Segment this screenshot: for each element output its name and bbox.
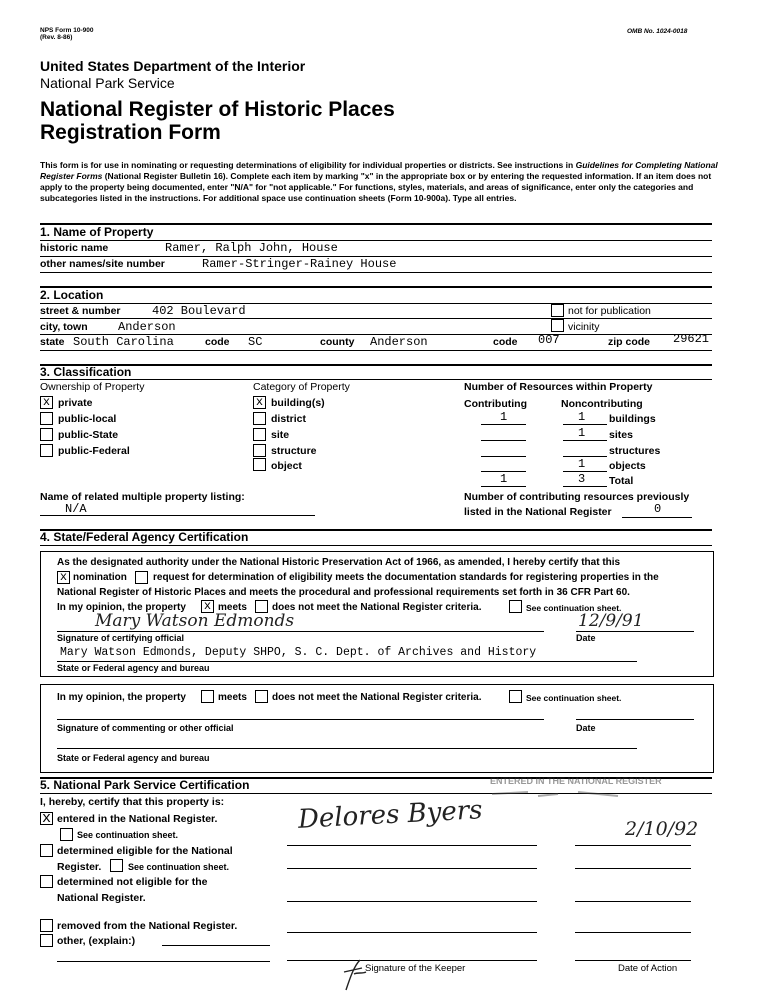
related-listing-value: N/A bbox=[65, 502, 87, 516]
rule bbox=[57, 719, 544, 720]
city-value: Anderson bbox=[118, 320, 176, 334]
ownership-public-federal-label: public-Federal bbox=[58, 445, 130, 457]
agency-label: State or Federal agency and bureau bbox=[57, 663, 210, 673]
rule bbox=[40, 240, 712, 241]
department: United States Department of the Interior bbox=[40, 58, 306, 74]
other-label: other, (explain:) bbox=[57, 935, 136, 947]
meets-label-b: meets bbox=[218, 692, 247, 703]
removed-checkbox[interactable] bbox=[40, 919, 53, 932]
rule bbox=[40, 379, 712, 380]
date-label: Date bbox=[576, 633, 596, 643]
entered-label: entered in the National Register. bbox=[57, 813, 218, 825]
category-district-label: district bbox=[271, 413, 307, 425]
rule bbox=[575, 960, 691, 961]
rule bbox=[563, 424, 607, 425]
category-site-label: site bbox=[271, 429, 290, 441]
omb-number: OMB No. 1024-0018 bbox=[627, 28, 688, 35]
not-for-publication-checkbox[interactable] bbox=[551, 304, 564, 317]
other-names-label: other names/site number bbox=[40, 258, 165, 270]
historic-name-label: historic name bbox=[40, 242, 109, 254]
rule bbox=[563, 486, 607, 487]
county-value: Anderson bbox=[370, 335, 428, 349]
state-code-value: SC bbox=[248, 335, 263, 349]
entered-stamp-mark bbox=[488, 772, 662, 808]
agency-value: Mary Watson Edmonds, Deputy SHPO, S. C. Dept. of Archives and History bbox=[60, 646, 537, 659]
certifying-date: 12/9/91 bbox=[578, 611, 644, 631]
rule bbox=[57, 961, 270, 962]
agency-service: National Park Service bbox=[40, 75, 175, 91]
rule bbox=[57, 748, 637, 749]
does-not-meet-label: does not meet the National Register criteria. bbox=[272, 602, 482, 613]
continuation-sheet-checkbox-b[interactable] bbox=[509, 690, 522, 703]
historic-name-value: Ramer, Ralph John, House bbox=[165, 241, 338, 255]
previously-listed-value: 0 bbox=[654, 502, 662, 516]
meets-label: meets bbox=[218, 602, 247, 613]
meets-checkbox-b[interactable] bbox=[201, 690, 214, 703]
determined-not-eligible-label-1: determined not eligible for the bbox=[57, 876, 208, 888]
vicinity-label: vicinity bbox=[568, 321, 600, 333]
rule bbox=[40, 545, 712, 546]
date-of-action-label: Date of Action bbox=[618, 963, 678, 974]
category-structure-checkbox[interactable] bbox=[253, 444, 266, 457]
structures-label: structures bbox=[609, 445, 661, 457]
rule bbox=[563, 440, 607, 441]
entered-continuation-checkbox[interactable] bbox=[60, 828, 73, 841]
category-object-label: object bbox=[271, 460, 302, 472]
nomination-label: nomination bbox=[73, 572, 127, 583]
continuation-sheet-label-b: See continuation sheet. bbox=[526, 693, 622, 703]
previously-listed-label-1: Number of contributing resources previously bbox=[464, 491, 690, 503]
zip-label: zip code bbox=[608, 336, 651, 348]
certification-text-2: request for determination of eligibility meets the documentation standards for registering properties in the bbox=[153, 572, 659, 583]
not-for-publication-label: not for publication bbox=[568, 305, 651, 317]
continuation-sheet-label: See continuation sheet. bbox=[526, 603, 622, 613]
rule bbox=[575, 868, 691, 869]
keeper-initials-mark bbox=[340, 954, 370, 994]
rule bbox=[575, 901, 691, 902]
rule bbox=[40, 318, 712, 319]
eligible-continuation-label: See continuation sheet. bbox=[128, 862, 230, 872]
rule bbox=[40, 515, 315, 516]
entered-checkbox[interactable]: x bbox=[41, 810, 51, 827]
request-determination-checkbox[interactable] bbox=[135, 571, 148, 584]
state-code-label: code bbox=[205, 336, 230, 348]
certification-text-1: As the designated authority under the National Historic Preservation Act of 1966, as amended, I hereby certify that this bbox=[57, 557, 621, 568]
determined-not-eligible-checkbox[interactable] bbox=[40, 875, 53, 888]
street-label: street & number bbox=[40, 305, 121, 317]
does-not-meet-label-b: does not meet the National Register criteria. bbox=[272, 692, 482, 703]
form-title-line2: Registration Form bbox=[40, 121, 221, 144]
sites-label: sites bbox=[609, 429, 633, 441]
rule bbox=[287, 932, 537, 933]
state-value: South Carolina bbox=[73, 335, 174, 349]
commenting-date-label: Date bbox=[576, 723, 596, 733]
determined-eligible-label-1: determined eligible for the National bbox=[57, 845, 233, 857]
eligible-continuation-checkbox[interactable] bbox=[110, 859, 123, 872]
keeper-date: 2/10/92 bbox=[625, 818, 699, 840]
vicinity-checkbox[interactable] bbox=[551, 319, 564, 332]
section-4-heading: 4. State/Federal Agency Certification bbox=[40, 530, 249, 544]
rule bbox=[287, 845, 537, 846]
rule bbox=[481, 486, 526, 487]
resources-heading: Number of Resources within Property bbox=[464, 381, 653, 393]
rule bbox=[576, 719, 694, 720]
section-2-heading: 2. Location bbox=[40, 288, 104, 302]
total-label: Total bbox=[609, 475, 634, 487]
contrib-buildings-value: 1 bbox=[500, 410, 508, 424]
county-code-value: 007 bbox=[538, 333, 560, 347]
ownership-public-local-label: public-local bbox=[58, 413, 117, 425]
contrib-total-value: 1 bbox=[500, 472, 508, 486]
category-object-checkbox[interactable] bbox=[253, 458, 266, 471]
certifying-signature: Mary Watson Edmonds bbox=[95, 611, 295, 631]
rule bbox=[287, 960, 537, 961]
nomination-checkbox[interactable]: x bbox=[57, 571, 70, 584]
buildings-label: buildings bbox=[609, 413, 656, 425]
rule bbox=[575, 845, 691, 846]
rule bbox=[40, 286, 712, 288]
rule bbox=[57, 661, 637, 662]
section-3-heading: 3. Classification bbox=[40, 365, 132, 379]
keeper-signature-label: Signature of the Keeper bbox=[365, 963, 466, 974]
opinion-text-b: In my opinion, the property bbox=[57, 692, 186, 703]
objects-label: objects bbox=[609, 460, 646, 472]
ownership-public-federal-checkbox[interactable] bbox=[40, 444, 53, 457]
form-number: NPS Form 10-900 bbox=[40, 27, 94, 34]
stamp-text: ENTERED IN THE NATIONAL REGISTER bbox=[490, 776, 662, 786]
other-checkbox[interactable] bbox=[40, 934, 53, 947]
rule bbox=[481, 440, 526, 441]
rule bbox=[481, 424, 526, 425]
category-site-checkbox[interactable] bbox=[253, 428, 266, 441]
zip-value: 29621 bbox=[673, 332, 710, 346]
rule bbox=[287, 901, 537, 902]
county-code-label: code bbox=[493, 336, 518, 348]
rule bbox=[40, 350, 712, 351]
county-label: county bbox=[320, 336, 355, 348]
instructions: This form is for use in nominating or requesting determinations of eligibility for individual properties or districts. See instructions in Guidelines for Completing National Register Forms (National Register Bulletin 16). Complete each item by marking "x" in the appropriate box or by entering the requested information. If an item does not apply to the property being documented, enter "N/A" for "not applicable." For functions, styles, materials, and areas of significance, enter only the categories and subcategories listed in the instructions. For additional space use continuation sheets (Form 10-900a). Type all entries. bbox=[40, 160, 718, 203]
rule bbox=[622, 517, 692, 518]
rule bbox=[57, 631, 544, 632]
noncontributing-heading: Noncontributing bbox=[561, 398, 643, 410]
section-1-heading: 1. Name of Property bbox=[40, 225, 154, 239]
rule bbox=[575, 932, 691, 933]
ownership-public-state-label: public-State bbox=[58, 429, 119, 441]
section-5-heading: 5. National Park Service Certification bbox=[40, 778, 250, 792]
determined-eligible-label-2: Register. bbox=[57, 861, 102, 873]
contributing-heading: Contributing bbox=[464, 398, 527, 410]
other-names-value: Ramer-Stringer-Rainey House bbox=[202, 257, 397, 271]
certify-statement: I, hereby, certify that this property is: bbox=[40, 796, 225, 808]
keeper-signature: Delores Byers bbox=[297, 795, 484, 835]
noncontrib-buildings-value: 1 bbox=[578, 410, 586, 424]
rule bbox=[287, 868, 537, 869]
meets-checkbox[interactable]: x bbox=[201, 600, 214, 613]
rule bbox=[40, 364, 712, 366]
rule bbox=[162, 945, 270, 946]
does-not-meet-checkbox-b[interactable] bbox=[255, 690, 268, 703]
rule bbox=[40, 303, 712, 304]
entered-continuation-label: See continuation sheet. bbox=[77, 830, 179, 840]
form-title-line1: National Register of Historic Places bbox=[40, 98, 395, 121]
rule bbox=[481, 456, 526, 457]
determined-eligible-checkbox[interactable] bbox=[40, 844, 53, 857]
category-building-checkbox[interactable]: x bbox=[253, 396, 266, 409]
ownership-private-checkbox[interactable]: x bbox=[40, 396, 53, 409]
ownership-public-local-checkbox[interactable] bbox=[40, 412, 53, 425]
opinion-text: In my opinion, the property bbox=[57, 602, 186, 613]
noncontrib-objects-value: 1 bbox=[578, 457, 586, 471]
removed-label: removed from the National Register. bbox=[57, 920, 238, 932]
rule bbox=[576, 631, 694, 632]
category-structure-label: structure bbox=[271, 445, 317, 457]
category-building-label: building(s) bbox=[271, 397, 325, 409]
ownership-private-label: private bbox=[58, 397, 93, 409]
form-revision: (Rev. 8-86) bbox=[40, 34, 73, 41]
street-value: 402 Boulevard bbox=[152, 304, 246, 318]
noncontrib-sites-value: 1 bbox=[578, 426, 586, 440]
related-listing-label: Name of related multiple property listing: bbox=[40, 491, 245, 503]
commenting-agency-label: State or Federal agency and bureau bbox=[57, 753, 210, 763]
ownership-public-state-checkbox[interactable] bbox=[40, 428, 53, 441]
state-label: state bbox=[40, 336, 65, 348]
category-heading: Category of Property bbox=[253, 381, 350, 393]
certification-text-3: National Register of Historic Places and meets the procedural and professional requirements set forth in 36 CFR Part 60. bbox=[57, 587, 630, 598]
signature-label: Signature of certifying official bbox=[57, 633, 185, 643]
rule bbox=[40, 272, 712, 273]
city-label: city, town bbox=[40, 321, 88, 333]
determined-not-eligible-label-2: National Register. bbox=[57, 892, 146, 904]
ownership-heading: Ownership of Property bbox=[40, 381, 145, 393]
continuation-sheet-checkbox[interactable] bbox=[509, 600, 522, 613]
commenting-signature-label: Signature of commenting or other official bbox=[57, 723, 234, 733]
noncontrib-total-value: 3 bbox=[578, 472, 586, 486]
previously-listed-label-2: listed in the National Register bbox=[464, 506, 612, 518]
category-district-checkbox[interactable] bbox=[253, 412, 266, 425]
